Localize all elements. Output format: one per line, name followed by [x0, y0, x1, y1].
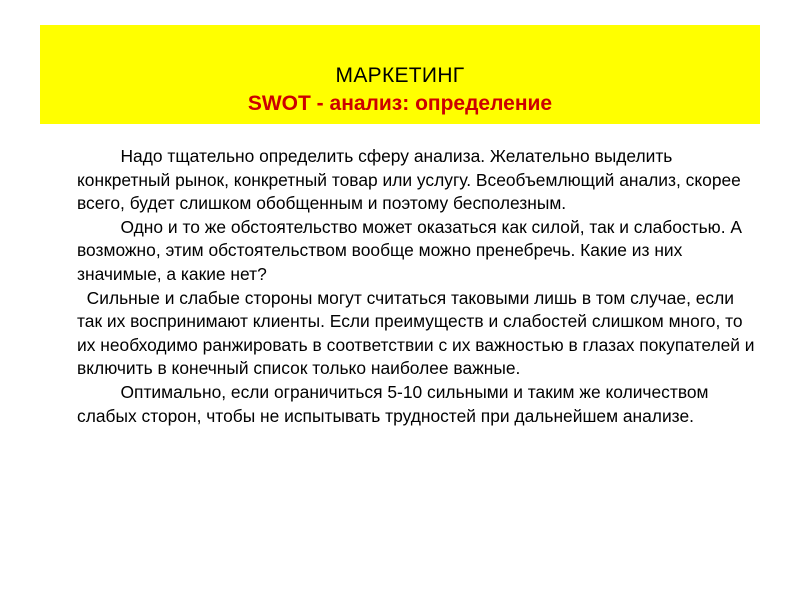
- slide-body: [77, 145, 760, 428]
- paragraph-scope: Надо тщательно определить сферу анализа. Желательно выделить конкретный рынок, конкретный товар или услугу. Всеобъемлющий анализ, скорее всего, будет слишком обобщенным и поэтому бесполезным.: [77, 146, 746, 214]
- paragraph-optimal-count: Оптимально, если ограничиться 5-10 сильными и таким же количеством слабых сторон, чтобы не испытывать трудностей при дальнейшем анализе.: [77, 381, 714, 426]
- title-banner: [40, 25, 760, 124]
- slide-subtitle: SWOT - анализ: определение: [247, 92, 553, 115]
- slide-title: МАРКЕТИНГ: [335, 64, 465, 87]
- paragraph-customer-perception: Сильные и слабые стороны могут считаться таковыми лишь в том случае, если так их воспринимают клиенты. Если преимуществ и слабостей слишком много, то их необходимо ранжировать в соответствии с их важностью в глазах покупателей и включить в конечный список только наиболее важные.: [77, 287, 760, 379]
- paragraph-strength-weakness: Одно и то же обстоятельство может оказаться как силой, так и слабостью. А возможно, этим обстоятельством вообще можно пренебречь. Какие из них значимые, а какие нет?: [77, 216, 747, 284]
